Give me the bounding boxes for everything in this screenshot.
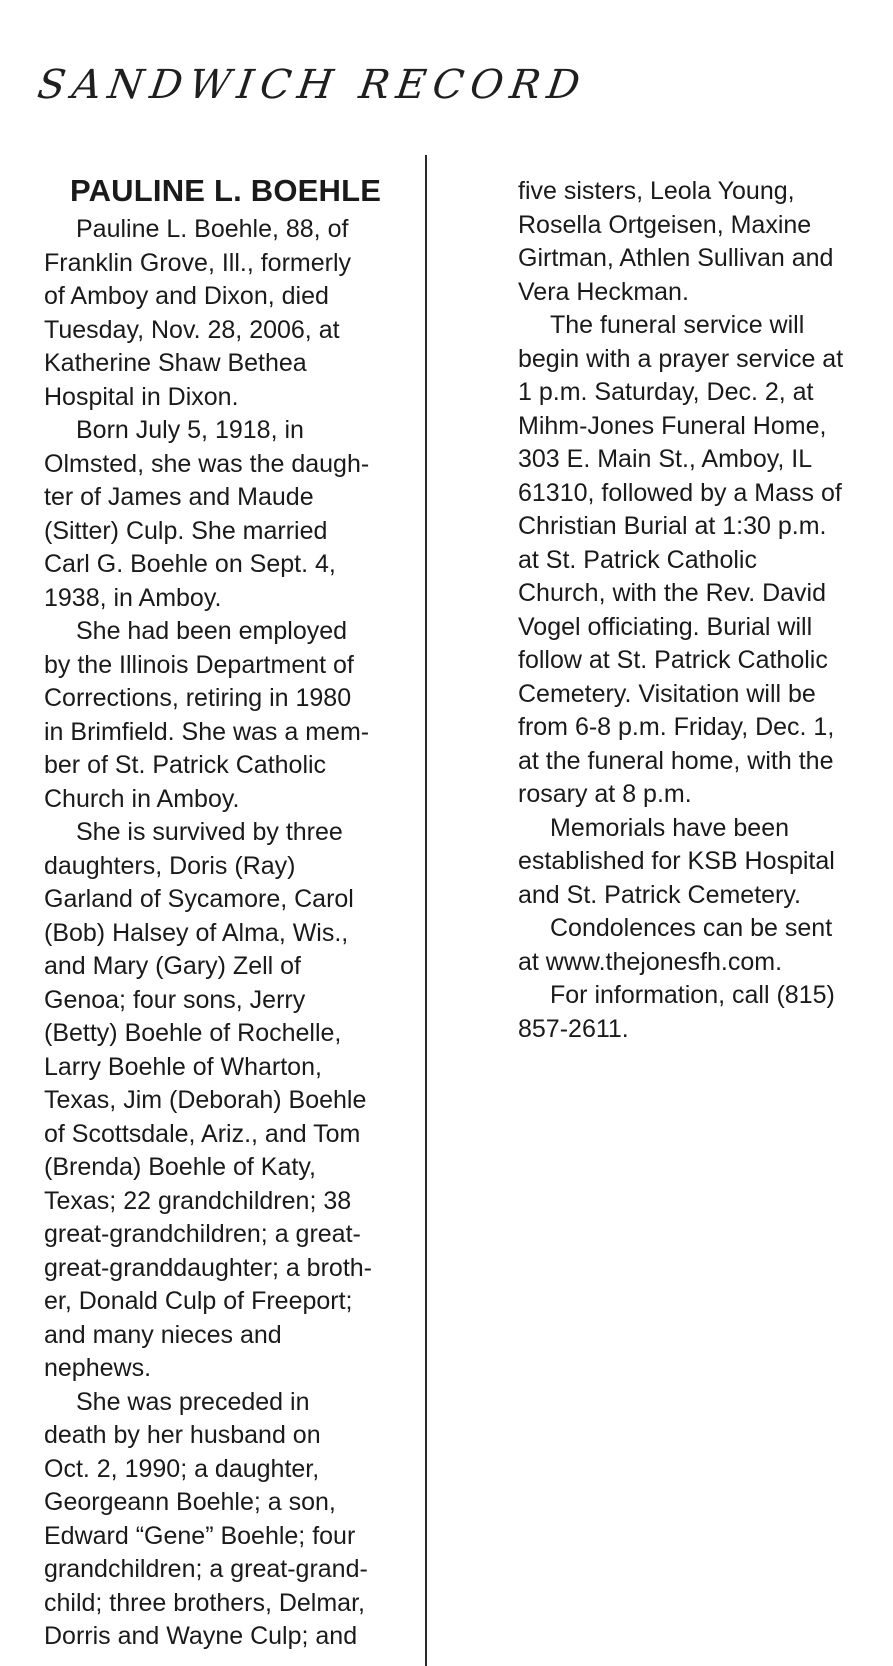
- text-line: at St. Patrick Catholic: [518, 545, 757, 574]
- text-line: Franklin Grove, Ill., formerly: [44, 248, 352, 277]
- text-line: Texas, Jim (Deborah) Boehle: [44, 1086, 367, 1114]
- text-line: established for KSB Hospital: [518, 847, 835, 875]
- text-line: Cemetery. Visitation will be: [518, 679, 816, 708]
- text-line: grandchildren; a great-grand-: [44, 1555, 368, 1583]
- text-line: er, Donald Culp of Freeport;: [44, 1287, 353, 1315]
- text-line: rosary at 8 p.m.: [518, 780, 692, 808]
- text-line: ter of James and Maude: [44, 483, 314, 511]
- text-line: child; three brothers, Delmar,: [44, 1588, 365, 1617]
- text-line: (Bob) Halsey of Alma, Wis.,: [44, 918, 349, 947]
- text-line: Rosella Ortgeisen, Maxine: [518, 210, 812, 239]
- text-line: at www.thejonesfh.com.: [518, 947, 783, 976]
- text-line: (Brenda) Boehle of Katy,: [44, 1153, 316, 1181]
- text-line: and St. Patrick Cemetery.: [518, 880, 801, 909]
- right-column-text: [518, 175, 888, 1046]
- text-line: Pauline L. Boehle, 88, of: [76, 215, 349, 243]
- text-line: Vera Heckman.: [518, 277, 689, 306]
- text-line: Edward “Gene” Boehle; four: [44, 1521, 356, 1550]
- text-line: ber of St. Patrick Catholic: [44, 751, 327, 779]
- text-line: of Amboy and Dixon, died: [44, 282, 329, 310]
- text-line: She was preceded in: [76, 1387, 310, 1416]
- text-line: The funeral service will: [550, 311, 805, 339]
- text-line: follow at St. Patrick Catholic: [518, 646, 828, 674]
- text-line: Tuesday, Nov. 28, 2006, at: [44, 315, 340, 344]
- text-line: great-granddaughter; a broth-: [44, 1253, 372, 1282]
- text-line: Corrections, retiring in 1980: [44, 684, 352, 712]
- column-divider: [425, 155, 427, 1666]
- text-line: 1 p.m. Saturday, Dec. 2, at: [518, 378, 814, 406]
- text-line: by the Illinois Department of: [44, 650, 354, 679]
- text-line: nephews.: [44, 1354, 152, 1382]
- text-line: Condolences can be sent: [550, 914, 833, 942]
- text-line: of Scottsdale, Ariz., and Tom: [44, 1119, 361, 1148]
- text-line: and Mary (Gary) Zell of: [44, 952, 302, 980]
- obituary-headline: PAULINE L. BOEHLE: [70, 173, 382, 208]
- text-line: 1938, in Amboy.: [44, 583, 222, 612]
- text-line: Katherine Shaw Bethea: [44, 349, 307, 377]
- text-line: She had been employed: [76, 617, 348, 645]
- text-line: 857-2611.: [518, 1014, 629, 1043]
- text-line: For information, call (815): [550, 981, 835, 1009]
- text-line: great-grandchildren; a great-: [44, 1220, 361, 1248]
- text-line: (Sitter) Culp. She married: [44, 516, 328, 545]
- text-line: Carl G. Boehle on Sept. 4,: [44, 550, 336, 578]
- text-line: Girtman, Athlen Sullivan and: [518, 244, 834, 272]
- text-line: Christian Burial at 1:30 p.m.: [518, 512, 827, 540]
- left-column-text: [44, 213, 414, 1654]
- text-line: begin with a prayer service at: [518, 344, 844, 373]
- text-line: Olmsted, she was the daugh-: [44, 449, 370, 478]
- text-line: and many nieces and: [44, 1320, 282, 1349]
- obituary-left-column: [44, 171, 414, 1654]
- text-line: Vogel officiating. Burial will: [518, 612, 813, 641]
- text-line: Dorris and Wayne Culp; and: [44, 1622, 358, 1650]
- handwritten-source-note: SANDWICH RECORD: [34, 62, 590, 108]
- text-line: Texas; 22 grandchildren; 38: [44, 1186, 352, 1215]
- text-line: from 6-8 p.m. Friday, Dec. 1,: [518, 713, 835, 741]
- text-line: Mihm-Jones Funeral Home,: [518, 411, 827, 440]
- text-line: five sisters, Leola Young,: [518, 177, 795, 205]
- text-line: Church in Amboy.: [44, 784, 240, 813]
- text-line: Genoa; four sons, Jerry: [44, 985, 306, 1014]
- text-line: Church, with the Rev. David: [518, 579, 826, 607]
- text-line: Garland of Sycamore, Carol: [44, 885, 354, 913]
- text-line: Georgeann Boehle; a son,: [44, 1488, 336, 1516]
- text-line: Born July 5, 1918, in: [76, 416, 304, 444]
- text-line: daughters, Doris (Ray): [44, 851, 296, 880]
- text-line: 61310, followed by a Mass of: [518, 478, 842, 507]
- text-line: 303 E. Main St., Amboy, IL: [518, 445, 813, 473]
- text-line: at the funeral home, with the: [518, 746, 834, 775]
- text-line: Larry Boehle of Wharton,: [44, 1052, 322, 1081]
- text-line: in Brimfield. She was a mem-: [44, 717, 370, 746]
- text-line: Hospital in Dixon.: [44, 382, 239, 411]
- text-line: Memorials have been: [550, 813, 790, 842]
- text-line: (Betty) Boehle of Rochelle,: [44, 1019, 342, 1047]
- text-line: Oct. 2, 1990; a daughter,: [44, 1454, 320, 1483]
- text-line: death by her husband on: [44, 1421, 321, 1449]
- obituary-right-column: [518, 175, 888, 1046]
- text-line: She is survived by three: [76, 818, 343, 846]
